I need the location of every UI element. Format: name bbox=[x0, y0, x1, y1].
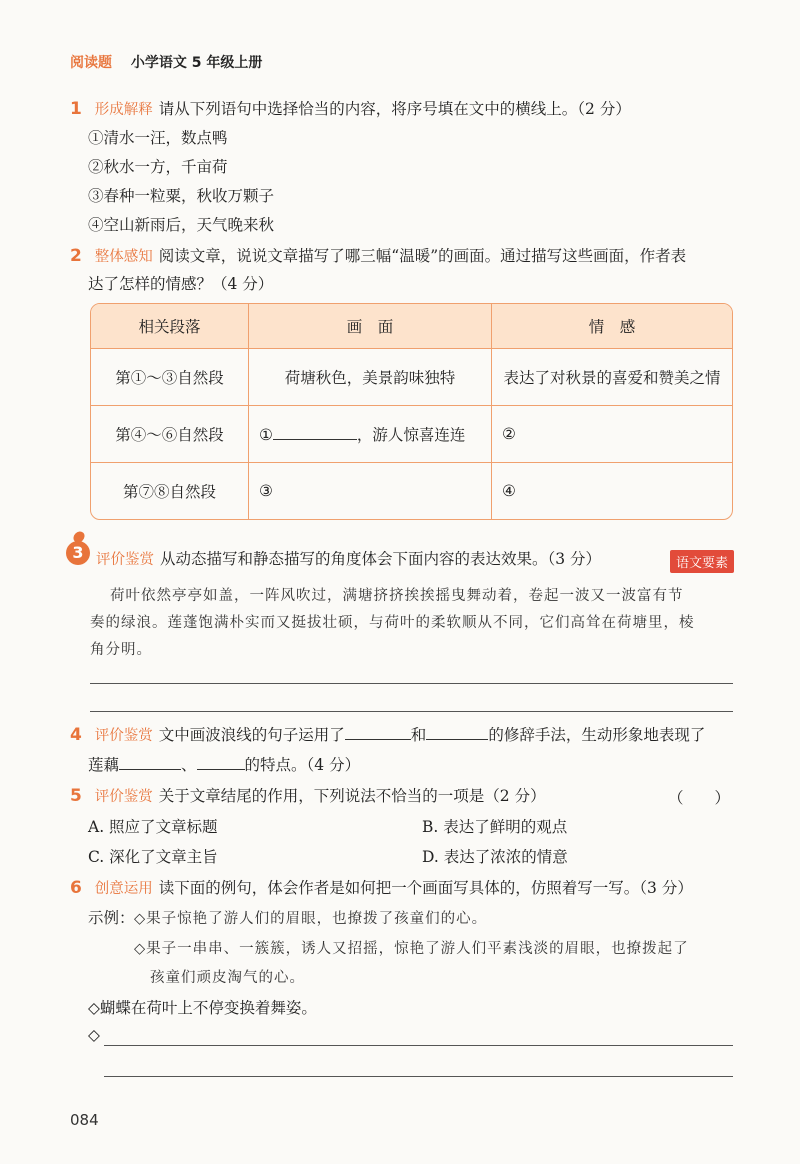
answer-blank[interactable] bbox=[197, 769, 245, 770]
yuwen-badge: 语文要素 bbox=[670, 550, 734, 573]
q1-number: 1 bbox=[70, 99, 82, 119]
table-cell: 表达了对秋景的喜爱和赞美之情 bbox=[492, 349, 732, 406]
table-row bbox=[91, 463, 732, 519]
q6-example-2-cont: 孩童们顽皮淘气的心。 bbox=[150, 970, 305, 986]
table-cell: 第④～⑥自然段 bbox=[91, 406, 249, 463]
q4-text: 的特点。（4 分） bbox=[244, 756, 361, 774]
question-4 bbox=[70, 723, 705, 745]
q2-line1: 阅读文章，说说文章描写了哪三幅“温暖”的画面。通过描写这些画面，作者表 bbox=[158, 247, 687, 265]
answer-blank[interactable] bbox=[119, 769, 181, 770]
q4-tag: 评价鉴赏 bbox=[94, 728, 153, 744]
question-2 bbox=[70, 244, 686, 266]
q3-text: 从动态描写和静态描写的角度体会下面内容的表达效果。（3 分） bbox=[160, 550, 602, 568]
q6-number: 6 bbox=[70, 878, 82, 898]
q2-table bbox=[90, 303, 733, 520]
answer-line[interactable] bbox=[90, 711, 733, 712]
q5-option-c: C. 深化了文章主旨 bbox=[88, 848, 218, 866]
question-5 bbox=[70, 784, 546, 806]
answer-blank[interactable] bbox=[273, 439, 357, 440]
answer-blank[interactable] bbox=[345, 739, 411, 740]
q1-tag: 形成解释 bbox=[94, 102, 153, 118]
q3-passage-line: 荷叶依然亭亭如盖，一阵风吹过，满塘挤挤挨挨摇曳舞动着，卷起一波又一波富有节 bbox=[110, 588, 684, 604]
q5-tag: 评价鉴赏 bbox=[94, 789, 153, 805]
q1-option-4: ④空山新雨后，天气晚来秋 bbox=[88, 216, 275, 234]
answer-line[interactable] bbox=[104, 1045, 733, 1046]
table-header-cell: 相关段落 bbox=[91, 304, 249, 349]
q5-answer-paren[interactable]: （ ） bbox=[668, 789, 731, 807]
page-header bbox=[70, 52, 262, 72]
q5-option-d: D. 表达了浓浓的情意 bbox=[422, 848, 568, 866]
q4-text: 文中画波浪线的句子运用了 bbox=[158, 726, 345, 744]
q4-text: 莲藕 bbox=[88, 756, 120, 774]
q1-option-1: ①清水一汪，数点鸭 bbox=[88, 129, 228, 147]
table-cell: 第⑦⑧自然段 bbox=[91, 463, 249, 519]
question-1 bbox=[70, 97, 631, 119]
q3-tag: 评价鉴赏 bbox=[96, 552, 154, 568]
q5-option-a: A. 照应了文章标题 bbox=[88, 818, 218, 836]
question-6 bbox=[70, 876, 693, 898]
q6-tag: 创意运用 bbox=[94, 881, 153, 897]
q5-number: 5 bbox=[70, 786, 82, 806]
table-cell: ③ bbox=[249, 463, 492, 519]
q4-line2 bbox=[88, 753, 360, 775]
table-cell: ② bbox=[492, 406, 732, 463]
q2-number: 2 bbox=[70, 246, 82, 266]
q6-example-label: 示例： bbox=[88, 909, 135, 927]
q2-tag: 整体感知 bbox=[94, 249, 153, 265]
q4-number: 4 bbox=[70, 725, 82, 745]
table-cell: ④ bbox=[502, 482, 516, 500]
table-cell: 荷塘秋色，美景韵味独特 bbox=[249, 349, 492, 406]
q6-example-2: ◇果子一串串、一簇簇，诱人又招摇，惊艳了游人们平素浅淡的眉眼，也撩拨起了 bbox=[134, 941, 689, 957]
circle-1: ① bbox=[259, 426, 273, 444]
table-row bbox=[91, 406, 732, 463]
q3-passage-line: 奏的绿浪。莲蓬饱满朴实而又挺拔壮硕，与荷叶的柔软顺从不同，它们高耸在荷塘里，棱 bbox=[90, 615, 695, 631]
q4-text: 的修辞手法，生动形象地表现了 bbox=[488, 726, 706, 744]
q6-text: 读下面的例句，体会作者是如何把一个画面写具体的，仿照着写一写。（3 分） bbox=[158, 879, 693, 897]
q5-option-b: B. 表达了鲜明的观点 bbox=[422, 818, 568, 836]
q4-text: 、 bbox=[181, 756, 197, 774]
table-cell-text: ，游人惊喜连连 bbox=[356, 426, 466, 444]
header-tag: 阅读题 bbox=[70, 55, 112, 71]
q6-prompt: ◇蝴蝶在荷叶上不停变换着舞姿。 bbox=[88, 999, 317, 1017]
table-header-cell: 画 面 bbox=[249, 304, 492, 349]
q1-option-3: ③春种一粒粟，秋收万颗子 bbox=[88, 187, 275, 205]
table-header-cell: 情 感 bbox=[492, 304, 732, 349]
table-header-row bbox=[91, 304, 732, 349]
q6-example-1: ◇果子惊艳了游人们的眉眼，也撩拨了孩童们的心。 bbox=[134, 911, 488, 927]
header-title: 小学语文 5 年级上册 bbox=[130, 55, 263, 71]
table-row bbox=[91, 349, 732, 406]
q5-text: 关于文章结尾的作用，下列说法不恰当的一项是（2 分） bbox=[158, 787, 546, 805]
table-cell: 第①～③自然段 bbox=[91, 349, 249, 406]
answer-blank[interactable] bbox=[426, 739, 488, 740]
q2-line2: 达了怎样的情感？（4 分） bbox=[88, 275, 274, 293]
q3-number-badge: 3 bbox=[66, 541, 90, 565]
q1-option-2: ②秋水一方，千亩荷 bbox=[88, 158, 228, 176]
q3-passage-line: 角分明。 bbox=[90, 642, 152, 658]
q6-answer-mark: ◇ bbox=[88, 1026, 100, 1044]
question-3 bbox=[96, 547, 601, 569]
page-number: 084 bbox=[70, 1111, 99, 1129]
answer-line[interactable] bbox=[104, 1076, 733, 1077]
q4-text: 和 bbox=[410, 726, 427, 744]
answer-line[interactable] bbox=[90, 683, 733, 684]
table-cell-blank bbox=[249, 406, 492, 463]
q1-text: 请从下列语句中选择恰当的内容，将序号填在文中的横线上。（2 分） bbox=[158, 100, 631, 118]
